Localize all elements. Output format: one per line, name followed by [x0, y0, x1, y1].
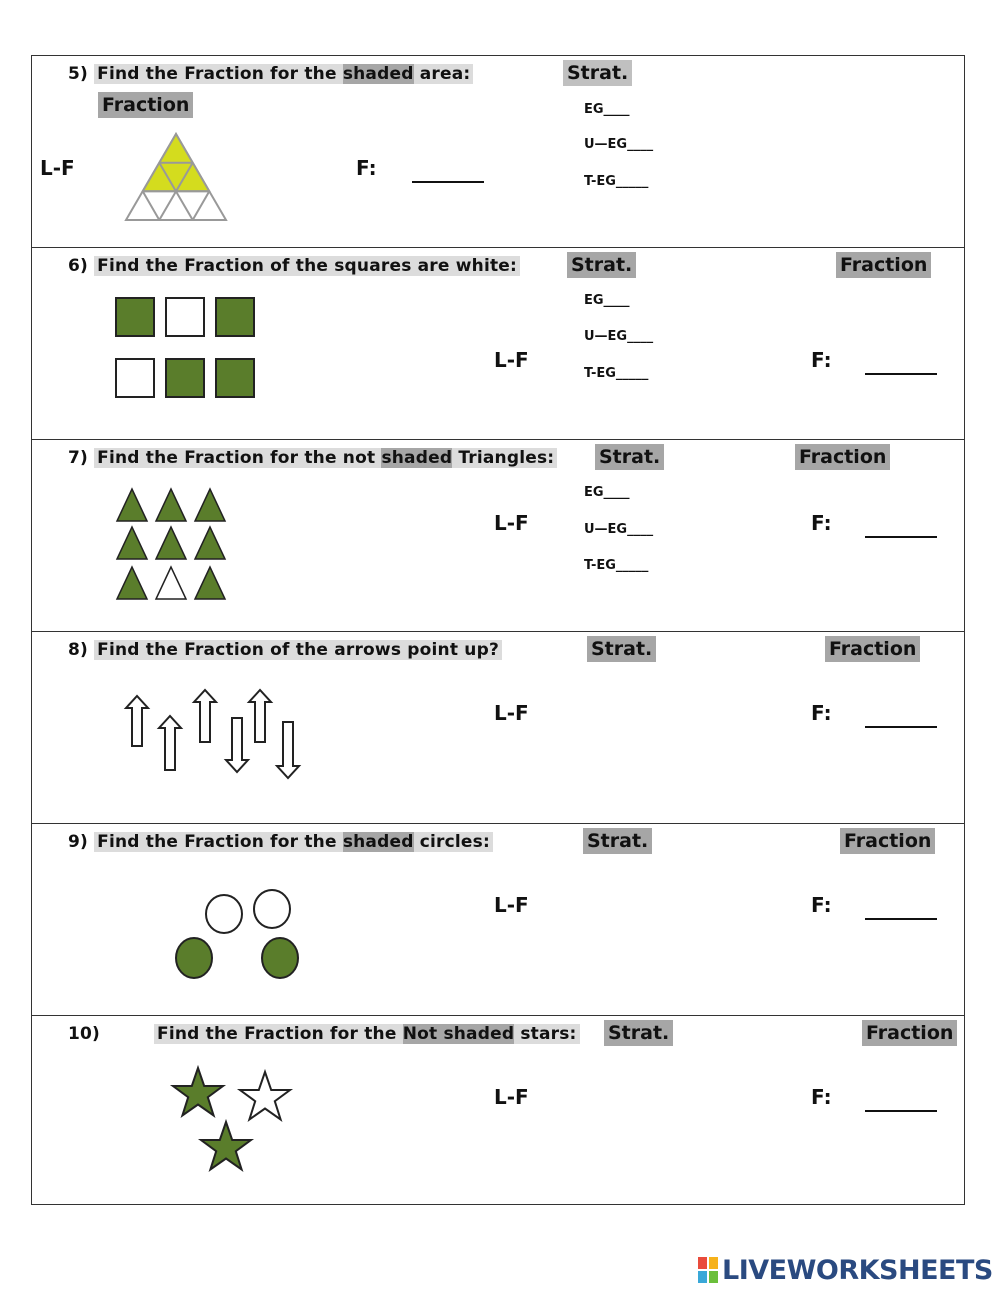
stars-figure	[170, 1066, 300, 1178]
ueg-field[interactable]: U—EG____	[584, 137, 654, 152]
question-number: 9)	[68, 832, 88, 852]
eg-field[interactable]: EG____	[584, 485, 630, 500]
f-label	[811, 700, 832, 726]
prompt-highlight: shaded	[381, 448, 453, 468]
prompt-highlight: shaded	[342, 64, 414, 84]
down-arrow	[226, 718, 248, 772]
ueg-field[interactable]: U—EG____	[584, 329, 654, 344]
fraction-label: Fraction	[836, 252, 931, 278]
prompt-text: Find the Fraction for the	[157, 1024, 397, 1044]
question-7-prompt	[68, 445, 557, 471]
strat-label: Strat.	[587, 636, 656, 662]
f-label	[811, 892, 832, 918]
green-square	[166, 359, 204, 397]
star-icon-white	[240, 1072, 290, 1120]
prompt-text-end: circles:	[419, 832, 490, 852]
f-text: F:	[811, 1085, 832, 1109]
green-square	[116, 298, 154, 336]
f-text: F:	[356, 156, 377, 180]
answer-blank[interactable]	[865, 518, 937, 538]
strat-label: Strat.	[604, 1020, 673, 1046]
question-10-number: 10)	[68, 1024, 101, 1044]
strat-label: Strat.	[595, 444, 664, 470]
fraction-label: Fraction	[98, 92, 193, 118]
squares-figure	[114, 296, 259, 401]
question-8	[32, 632, 964, 824]
worksheet	[31, 55, 965, 1205]
question-number: 6)	[68, 256, 88, 276]
white-triangle	[156, 567, 186, 599]
lf-label: L-F	[494, 1085, 529, 1109]
question-7	[32, 440, 964, 632]
white-circle	[206, 895, 242, 933]
prompt-text: Find the Fraction of the arrows point up?	[94, 640, 502, 660]
circles-figure	[172, 894, 304, 984]
f-text: F:	[811, 348, 832, 372]
question-6-prompt	[68, 253, 520, 279]
white-square	[166, 298, 204, 336]
teg-field[interactable]: T-EG_____	[584, 174, 649, 189]
question-10-prompt	[154, 1021, 580, 1047]
shaded-circle	[262, 938, 298, 978]
prompt-text: Find the Fraction for the not	[97, 448, 376, 468]
logo-text: LIVEWORKSHEETS	[722, 1254, 993, 1286]
green-square	[216, 298, 254, 336]
f-label	[811, 347, 832, 373]
eg-field[interactable]: EG____	[584, 102, 630, 117]
question-5-prompt	[68, 61, 473, 87]
question-6	[32, 248, 964, 440]
strat-label: Strat.	[567, 252, 636, 278]
prompt-highlight: Not shaded	[402, 1024, 515, 1044]
star-icon-shaded	[173, 1068, 223, 1116]
prompt-highlight: shaded	[342, 832, 414, 852]
f-text: F:	[811, 893, 832, 917]
strat-label: Strat.	[563, 60, 632, 86]
question-9	[32, 824, 964, 1016]
fraction-label: Fraction	[862, 1020, 957, 1046]
question-number: 7)	[68, 448, 88, 468]
up-arrow	[194, 690, 216, 742]
eg-field[interactable]: EG____	[584, 293, 630, 308]
question-10	[32, 1016, 964, 1207]
shaded-circle	[176, 938, 212, 978]
question-number: 8)	[68, 640, 88, 660]
f-label	[811, 1084, 832, 1110]
arrows-figure	[124, 690, 314, 786]
lf-label: L-F	[494, 701, 529, 725]
prompt-text-end: stars:	[520, 1024, 577, 1044]
green-square	[216, 359, 254, 397]
ueg-field[interactable]: U—EG____	[584, 522, 654, 537]
answer-blank[interactable]	[865, 708, 937, 728]
answer-blank[interactable]	[412, 163, 484, 183]
fraction-label: Fraction	[795, 444, 890, 470]
answer-blank[interactable]	[865, 1092, 937, 1112]
prompt-text-end: Triangles:	[458, 448, 555, 468]
teg-field[interactable]: T-EG_____	[584, 366, 649, 381]
star-icon-shaded	[201, 1122, 251, 1170]
fraction-label: Fraction	[825, 636, 920, 662]
f-text: F:	[811, 511, 832, 535]
white-circle	[254, 890, 290, 928]
fraction-label: Fraction	[840, 828, 935, 854]
prompt-text: Find the Fraction of the squares are white:	[94, 256, 520, 276]
answer-blank[interactable]	[865, 900, 937, 920]
prompt-text: Find the Fraction for the	[97, 832, 337, 852]
lf-label: L-F	[494, 893, 529, 917]
teg-field[interactable]: T-EG_____	[584, 558, 649, 573]
triangles-figure	[115, 487, 229, 607]
up-arrow	[159, 716, 181, 770]
prompt-text-end: area:	[419, 64, 471, 84]
prompt-text: Find the Fraction for the	[97, 64, 337, 84]
question-9-prompt	[68, 829, 493, 855]
up-arrow	[126, 696, 148, 746]
answer-blank[interactable]	[865, 355, 937, 375]
logo-icon	[698, 1257, 718, 1283]
down-arrow	[277, 722, 299, 778]
white-square	[116, 359, 154, 397]
lf-label: L-F	[40, 156, 75, 180]
question-number: 5)	[68, 64, 88, 84]
f-label	[356, 155, 377, 181]
up-arrow	[249, 690, 271, 742]
f-text: F:	[811, 701, 832, 725]
lf-label: L-F	[494, 348, 529, 372]
triangle-grid-figure	[124, 132, 228, 222]
question-5	[32, 56, 964, 248]
strat-label: Strat.	[583, 828, 652, 854]
question-8-prompt	[68, 637, 502, 663]
f-label	[811, 510, 832, 536]
liveworksheets-logo[interactable]	[698, 1254, 993, 1286]
lf-label: L-F	[494, 511, 529, 535]
